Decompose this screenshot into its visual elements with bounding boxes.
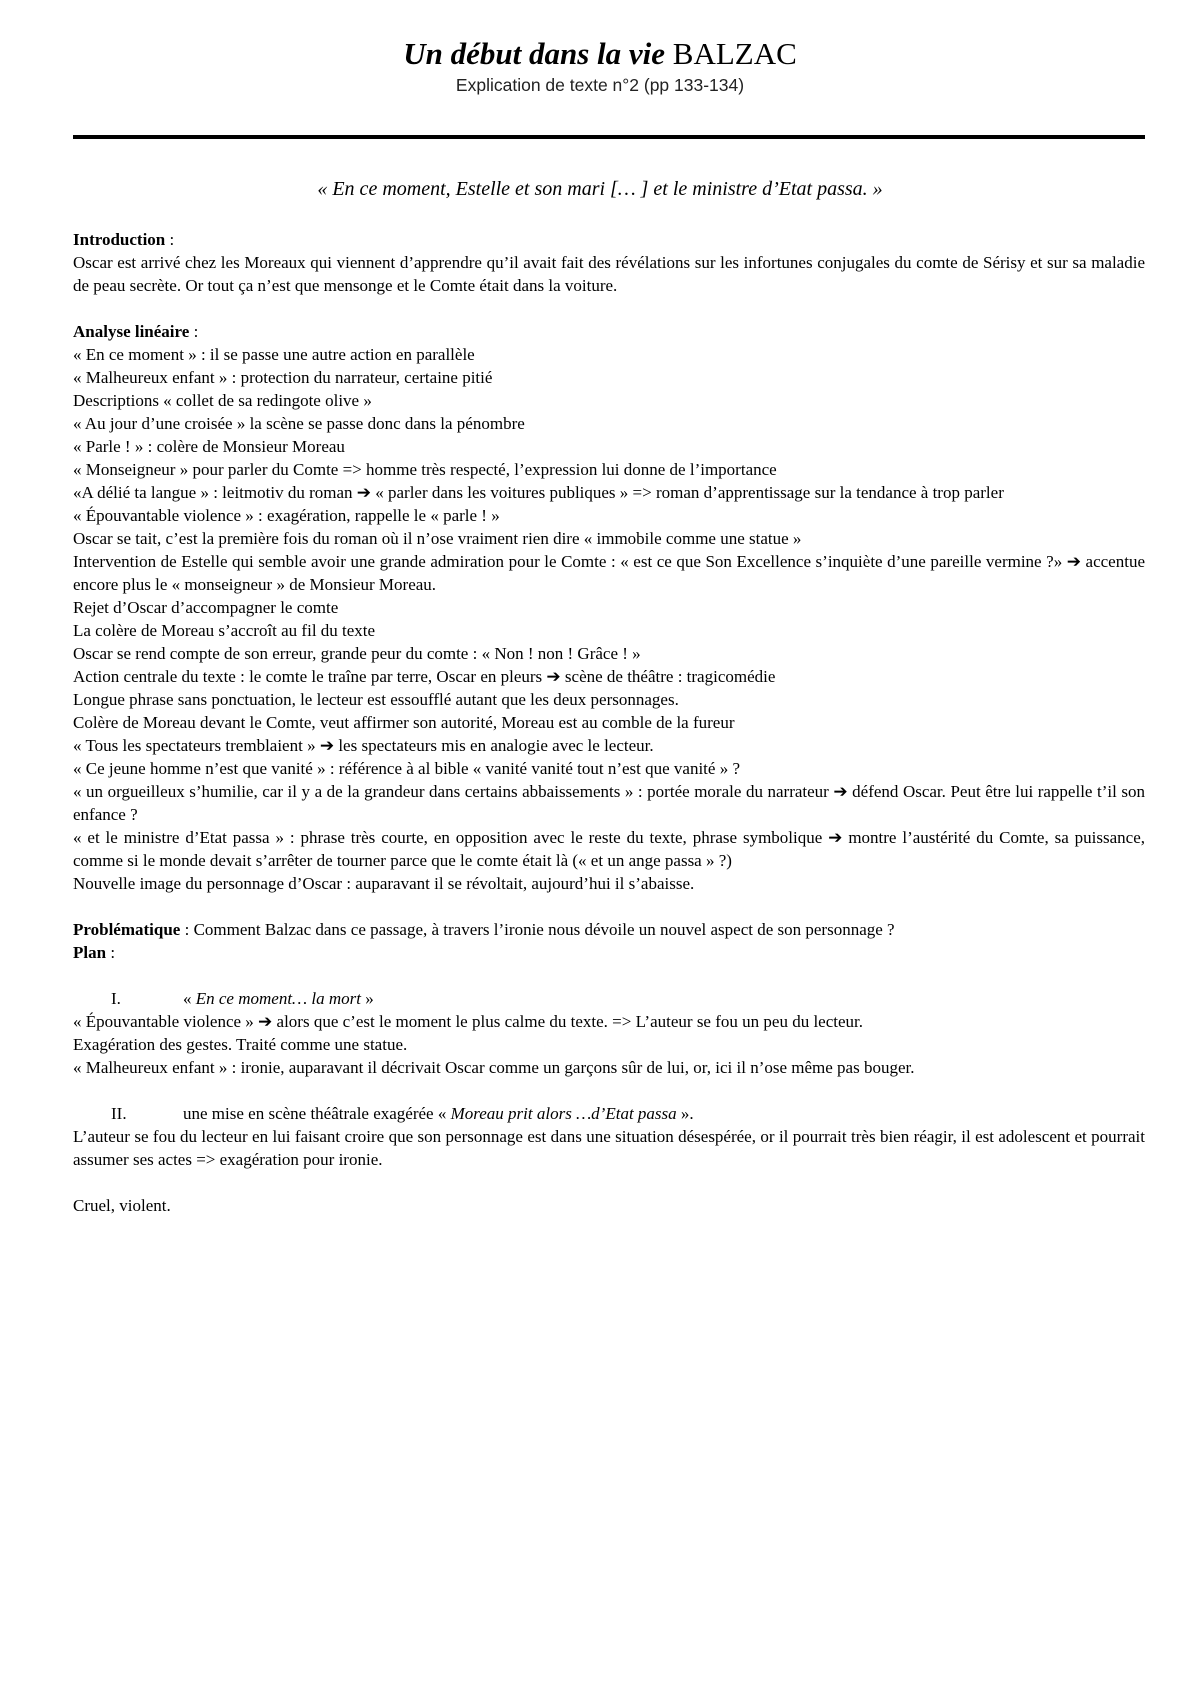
title-prefix: «: [183, 989, 196, 1008]
closing-line: Cruel, violent.: [73, 1196, 171, 1215]
plan-part-number: I.: [111, 989, 121, 1008]
plan-part: [73, 987, 1145, 1079]
analysis-line: Intervention de Estelle qui semble avoir une grande admiration pour le Comte : « est ce que Son Excellence s’inquiète d’une pareille vermine ?» ➔ accentue encore plus le « monseigneur » de Monsieur Moreau.: [73, 552, 1145, 594]
spacer: [73, 297, 1145, 320]
introduction-heading-line: [73, 228, 1145, 251]
analysis-line: Longue phrase sans ponctuation, le lecteur est essoufflé autant que les deux personnages.: [73, 690, 679, 709]
plan-line: « Épouvantable violence » ➔ alors que c’est le moment le plus calme du texte. => L’auteur se fou un peu du lecteur.: [73, 1012, 863, 1031]
problematique-text: : Comment Balzac dans ce passage, à travers l’ironie nous dévoile un nouvel aspect de son personnage ?: [180, 920, 895, 939]
analysis-line: « un orgueilleux s’humilie, car il y a de la grandeur dans certains abbaissements » : portée morale du narrateur ➔ défend Oscar. Peut être lui rappelle t’il son enfance ?: [73, 782, 1145, 824]
plan-part: [73, 1102, 1145, 1171]
analysis-line: « et le ministre d’Etat passa » : phrase très courte, en opposition avec le reste du texte, phrase symbolique ➔ montre l’austérité du Comte, sa puissance, comme si le monde devait s’arrêter de tourner parce que le comte était là (« et un ange passa » ?): [73, 828, 1145, 870]
introduction-section: [73, 228, 1145, 297]
analyse-section: [73, 320, 1145, 895]
title-author: BALZAC: [672, 36, 797, 71]
analysis-line: Action centrale du texte : le comte le traîne par terre, Oscar en pleurs ➔ scène de théâtre : tragicomédie: [73, 667, 776, 686]
header-divider: [73, 135, 1145, 139]
plan-part-heading: [183, 1102, 1145, 1125]
problematique-heading: Problématique: [73, 920, 181, 939]
analysis-line: « Épouvantable violence » : exagération, rappelle le « parle ! »: [73, 506, 500, 525]
analysis-line: Rejet d’Oscar d’accompagner le comte: [73, 598, 339, 617]
analysis-line: « Au jour d’une croisée » la scène se passe donc dans la pénombre: [73, 414, 525, 433]
document-body: [73, 228, 1145, 1217]
paragraph-line: Oscar est arrivé chez les Moreaux qui viennent d’apprendre qu’il avait fait des révélations sur les infortunes conjugales du comte de Sérisy et sur sa maladie de peau secrète. Or tout ça n’est que mensonge et le Comte était dans la voiture.: [73, 253, 1145, 295]
plan-line: L’auteur se fou du lecteur en lui faisant croire que son personnage est dans une situation désespérée, or il pourrait très bien réagir, il est adolescent et pourrait assumer ses actes => exagération pour ironie.: [73, 1127, 1145, 1169]
heading-separator: :: [165, 230, 175, 249]
spacer: [73, 1171, 1145, 1194]
title-prefix: une mise en scène théâtrale exagérée «: [183, 1104, 451, 1123]
heading-separator: :: [106, 943, 116, 962]
analysis-line: « En ce moment » : il se passe une autre action en parallèle: [73, 345, 475, 364]
analyse-heading: Analyse linéaire: [73, 322, 190, 341]
spacer: [73, 1079, 1145, 1102]
analysis-line: La colère de Moreau s’accroît au fil du texte: [73, 621, 376, 640]
plan-part-heading: [183, 987, 1145, 1010]
analysis-line: « Monseigneur » pour parler du Comte => homme très respecté, l’expression lui donne de l’importance: [73, 460, 777, 479]
analysis-line: « Ce jeune homme n’est que vanité » : référence à al bible « vanité vanité tout n’est que vanité » ?: [73, 759, 741, 778]
spacer: [73, 895, 1145, 918]
title-suffix: »: [361, 989, 374, 1008]
plan-part-title: [73, 987, 1145, 1010]
analysis-line: «A délié ta langue » : leitmotiv du roman ➔ « parler dans les voitures publiques » => roman d’apprentissage sur la tendance à trop parler: [73, 483, 1004, 502]
analysis-line: Oscar se rend compte de son erreur, grande peur du comte : « Non ! non ! Grâce ! »: [73, 644, 641, 663]
analyse-heading-line: [73, 320, 1145, 343]
title-citation: Moreau prit alors …d’Etat passa: [450, 1104, 677, 1123]
analysis-line: « Malheureux enfant » : protection du narrateur, certaine pitié: [73, 368, 493, 387]
plan-line: « Malheureux enfant » : ironie, auparavant il décrivait Oscar comme un garçons sûr de lui, or, ici il n’ose même pas bouger.: [73, 1058, 915, 1077]
problematique-section: [73, 918, 1145, 964]
passage-quote: « En ce moment, Estelle et son mari [… ] et le ministre d’Etat passa. »: [317, 178, 883, 200]
analysis-line: Descriptions « collet de sa redingote olive »: [73, 391, 372, 410]
document-subtitle: Explication de texte n°2 (pp 133-134): [455, 75, 745, 95]
title-work: Un début dans la vie: [403, 36, 666, 71]
spacer: [73, 964, 1145, 987]
analysis-line: « Tous les spectateurs tremblaient » ➔ les spectateurs mis en analogie avec le lecteur.: [73, 736, 654, 755]
problematique-line: [73, 918, 1145, 941]
title-suffix: ».: [676, 1104, 694, 1123]
introduction-heading: Introduction: [73, 230, 166, 249]
analysis-line: Colère de Moreau devant le Comte, veut affirmer son autorité, Moreau est au comble de la fureur: [73, 713, 735, 732]
plan-heading: Plan: [73, 943, 107, 962]
heading-separator: :: [189, 322, 199, 341]
analysis-line: Oscar se tait, c’est la première fois du roman où il n’ose vraiment rien dire « immobile comme une statue »: [73, 529, 802, 548]
title-citation: En ce moment… la mort: [195, 989, 362, 1008]
analysis-line: Nouvelle image du personnage d’Oscar : auparavant il se révoltait, aujourd’hui il s’abaisse.: [73, 874, 695, 893]
document-title: [0, 34, 1200, 74]
plan-part-number: II.: [111, 1104, 127, 1123]
plan-heading-line: [73, 941, 1145, 964]
plan-part-title: [73, 1102, 1145, 1125]
analysis-line: « Parle ! » : colère de Monsieur Moreau: [73, 437, 345, 456]
plan-line: Exagération des gestes. Traité comme une statue.: [73, 1035, 408, 1054]
document-header: [0, 34, 1200, 96]
